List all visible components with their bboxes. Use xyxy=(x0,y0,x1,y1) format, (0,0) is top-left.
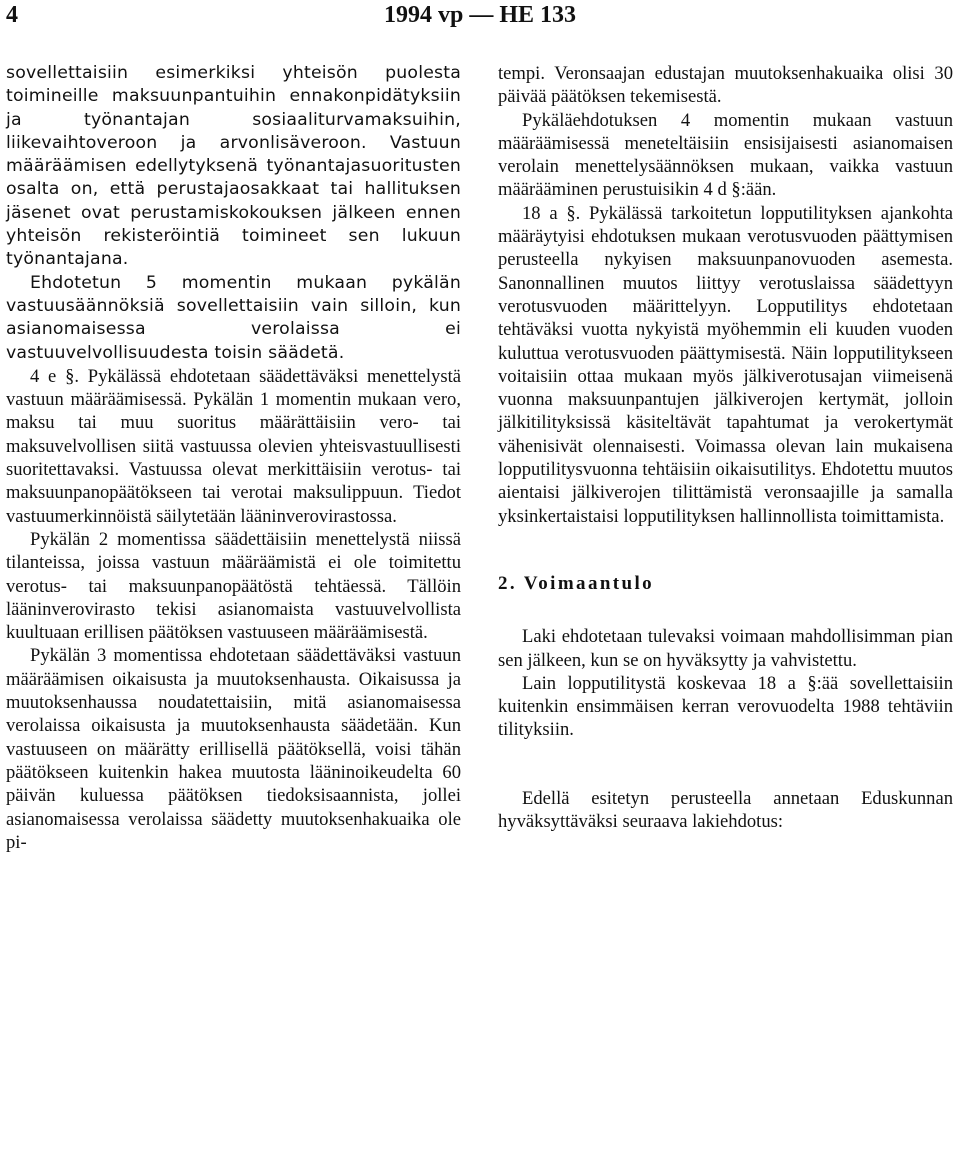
running-title: 1994 vp — HE 133 xyxy=(383,2,577,28)
paragraph: tempi. Veronsaajan edustajan muutoksenhakuaika olisi 30 päivää päätöksen tekemisestä. xyxy=(498,63,953,108)
paragraph: sovellettaisiin esimerkiksi yhteisön puolesta toimineille maksuunpantuihin ennakonpidätyksiin ja työnantajan sosiaaliturvamaksuihin, liikevaihtoveroon ja arvonlisäveroon. Vastuun määräämisen edellytyksenä työnantajasuoritusten osalta on, että perustajaosakkaat tai hallituksen jäsenet ovat perustamiskokouksen jälkeen ennen yhteisön rekisteröintiä toimineet sen lukuun työnantajana. xyxy=(6,63,461,270)
paragraph: Edellä esitetyn perusteella annetaan Eduskunnan hyväksyttäväksi seuraava lakiehdotus: xyxy=(498,787,953,833)
paragraph: Pykälän 2 momentissa säädettäisiin menettelystä niissä tilanteissa, joissa vastuun määräämistä ei ole toimitettu verotus- tai maksuunpanopäätöstä tehtäessä. Tällöin lääninverovirasto tekisi asianomaista vastuuvelvollista kuultuaan erillisen päätöksen vastuuseen määräämisestä. xyxy=(6,528,461,644)
page-number: 4 xyxy=(6,2,18,28)
paragraph: Ehdotetun 5 momentin mukaan pykälän vastuusäännöksiä sovellettaisiin vain silloin, kun asianomaisessa verolaissa ei vastuuvelvollisuudesta toisin säädetä. xyxy=(6,272,461,363)
paragraph: Pykäläehdotuksen 4 momentin mukaan vastuun määräämisessä meneteltäisiin ensisijaisesti asianomaisen verolain menettelysäännöksen mukaan, vaikka vastuun määrääminen perustuisikin 4 d §:ään. xyxy=(498,109,953,201)
paragraph: Laki ehdotetaan tulevaksi voimaan mahdollisimman pian sen jälkeen, kun se on hyväksytty ja vahvistettu. xyxy=(498,626,953,671)
paragraph: Pykälän 3 momentissa ehdotetaan säädettäväksi vastuun määräämisen oikaisusta ja muutoksenhausta. Oikaisussa ja muutoksenhaussa noudatettaisiin, mitä asianomaisessa verolaissa oikaisusta ja muutoksenhausta säädetään. Kun vastuuseen on määrätty erillisellä päätöksellä, voisi tähän päätökseen kuitenkin hakea muutosta lääninoikeudelta 60 päivän kuluessa päätöksen tiedoksisaannista, jollei asianomaisessa verolaissa säädetty muutoksenhakuaika ole pi- xyxy=(6,645,461,853)
paragraph: 4 e §. Pykälässä ehdotetaan säädettäväksi menettelystä vastuun määräämisessä. Pykälän 1 momentin mukaan vero, maksu tai muu suoritus määrättäisiin vero- tai maksuvelvollisen siitä vastuussa olevien yhteisvastuullisesti suoritettavaksi. Vastuussa olevat merkittäisiin verotus- tai maksuunpanopäätökseen tai verotai maksulippuun. Tiedot vastuumerkinnöistä säilytetään lääninverovirastossa. xyxy=(6,365,461,527)
right-column xyxy=(498,62,953,833)
paragraph: Lain lopputilitystä koskevaa 18 a §:ää sovellettaisiin kuitenkin ensimmäisen kerran verovuodelta 1988 tehtäviin tilityksiin. xyxy=(498,672,953,741)
paragraph: 18 a §. Pykälässä tarkoitetun lopputilityksen ajankohta määräytyisi ehdotuksen mukaan verotusvuoden päättymisen perusteella nykyisen maksuunpanovuoden asemesta. Sanonnallinen muutos liittyy verotuslaissa säädettyyn verotusvuoden määrittelyyn. Lopputilitys ehdotetaan tehtäväksi vuotta nykyistä myöhemmin eli kuuden vuoden kuluttua verotusvuoden päättymisestä. Näin lopputilitykseen voitaisiin ottaa mukaan myös jälkiverotusajan viimeisenä vuonna maksuunpantujen jälkiverojen kertymät, jolloin jälkitilityksissä käsiteltävät tapahtumat ja verokertymät vähenisivät olennaisesti. Voimassa olevan lain mukaisena lopputilitysvuonna tehtäisiin oikaisutilitys. Ehdotettu muutos aientaisi jälkiverojen tilittämistä veronsaajille ja samalla yksinkertaistaisi lopputilityksen hallinnollista toimittamista. xyxy=(498,202,953,527)
page-header xyxy=(0,0,960,40)
section-heading: 2. Voimaantulo xyxy=(498,572,655,594)
left-column xyxy=(6,62,461,854)
